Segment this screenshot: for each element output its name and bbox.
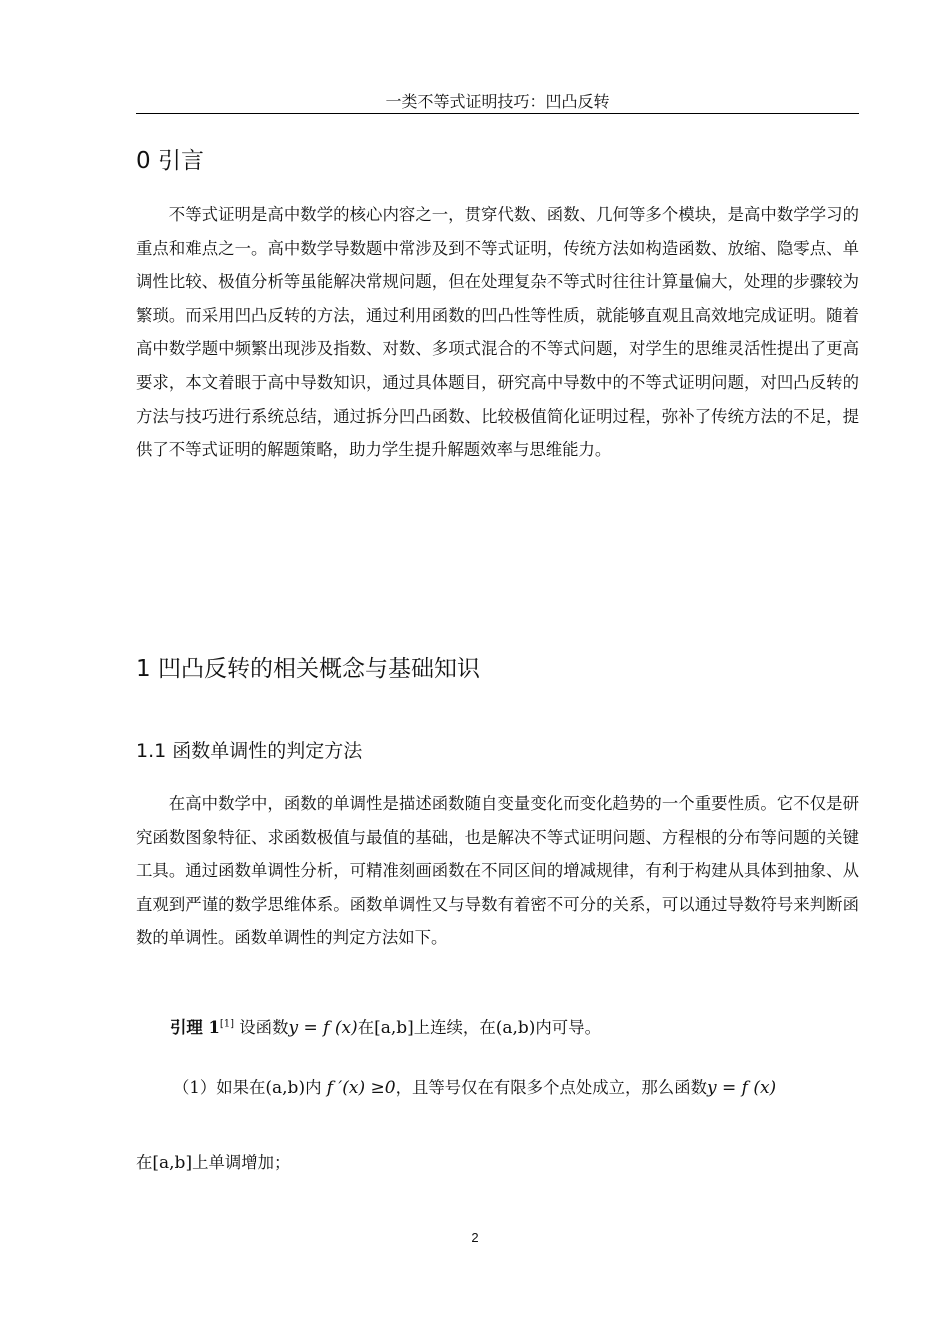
citation-ref: [1] <box>219 1018 235 1030</box>
section-heading-concepts: 1 凹凸反转的相关概念与基础知识 <box>136 656 480 682</box>
condition-1 <box>173 1076 859 1100</box>
math-interval: (a,b) <box>495 1018 536 1038</box>
condition-text: 上单调增加； <box>192 1153 291 1172</box>
math-function: y = f (x) <box>288 1018 358 1038</box>
introduction-paragraph: 不等式证明是高中数学的核心内容之一，贯穿代数、函数、几何等多个模块，是高中数学学习的重点和难点之一。高中数学导数题中常涉及到不等式证明，传统方法如构造函数、放缩、隐零点、单调性比较、极值分析等虽能解决常规问题，但在处理复杂不等式时往往计算量偏大，处理的步骤较为繁琐。而采用凹凸反转的方法，通过利用函数的凹凸性等性质，就能够直观且高效地完成证明。随着高中数学题中频繁出现涉及指数、对数、多项式混合的不等式问题，对学生的思维灵活性提出了更高要求，本文着眼于高中导数知识，通过具体题目，研究高中导数中的不等式证明问题，对凹凸反转的方法与技巧进行系统总结，通过拆分凹凸函数、比较极值简化证明过程，弥补了传统方法的不足，提供了不等式证明的解题策略，助力学生提升解题效率与思维能力。 <box>136 205 859 460</box>
section-heading-introduction: 0 引言 <box>136 148 204 174</box>
lemma-text: 上连续，在 <box>413 1018 496 1037</box>
page-number: 2 <box>471 1230 479 1245</box>
condition-text: 在 <box>136 1153 153 1172</box>
math-interval: (a,b) <box>265 1078 306 1098</box>
header-rule <box>136 113 859 114</box>
lemma-text: 设函数 <box>239 1018 289 1037</box>
condition-text: （1）如果在 <box>173 1078 266 1097</box>
lemma-text: 内可导。 <box>535 1018 601 1037</box>
lemma-statement <box>170 1016 601 1040</box>
running-header: 一类不等式证明技巧：凹凸反转 <box>385 92 610 111</box>
subsection-heading-monotonicity: 1.1 函数单调性的判定方法 <box>136 740 363 762</box>
condition-1-continued <box>136 1151 290 1175</box>
math-interval: [a,b] <box>374 1018 414 1038</box>
condition-text: ，且等号仅在有限多个点处成立，那么函数 <box>395 1078 707 1097</box>
lemma-title: 引理 1 <box>170 1018 220 1037</box>
math-interval: [a,b] <box>152 1153 193 1173</box>
monotonicity-paragraph: 在高中数学中，函数的单调性是描述函数随自变量变化而变化趋势的一个重要性质。它不仅是研究函数图象特征、求函数极值与最值的基础，也是解决不等式证明问题、方程根的分布等问题的关键工具。通过函数单调性分析，可精准刻画函数在不同区间的增减规律，有利于构建从具体到抽象、从直观到严谨的数学思维体系。函数单调性又与导数有着密不可分的关系，可以通过导数符号来判断函数的单调性。函数单调性的判定方法如下。 <box>136 794 859 948</box>
math-function: y = f (x) <box>706 1078 777 1098</box>
lemma-text: 在 <box>357 1018 375 1037</box>
math-derivative: f ′(x) ≥0 <box>326 1078 396 1098</box>
condition-text: 内 <box>305 1078 322 1097</box>
